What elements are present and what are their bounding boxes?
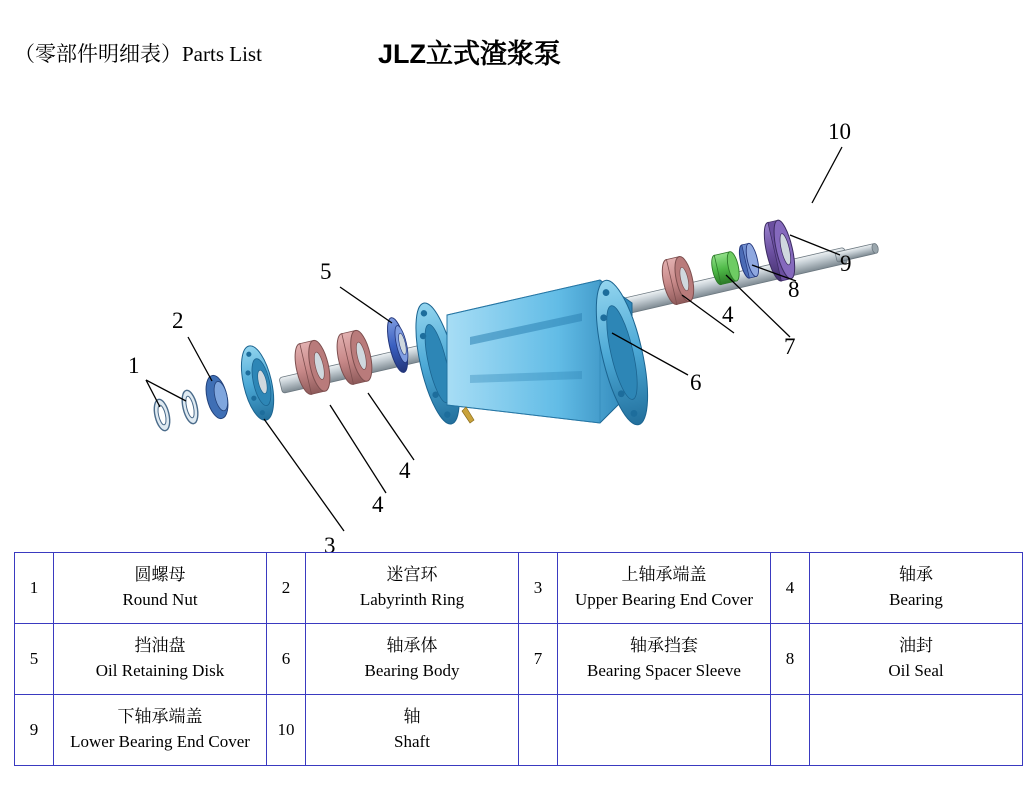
callout-4-left-upper: 4 (399, 458, 411, 483)
callout-4-left-lower: 4 (372, 492, 384, 517)
part-number-cell: 2 (267, 553, 306, 624)
part-name-cell (558, 624, 771, 695)
part-name-en: Upper Bearing End Cover (575, 590, 753, 609)
part-name-cell (54, 695, 267, 766)
part-number-cell: 5 (15, 624, 54, 695)
callout-6: 6 (690, 370, 702, 395)
part-name-cell-empty (558, 695, 771, 766)
part-number-cell-empty (519, 695, 558, 766)
part-name-cn: 挡油盘 (134, 636, 186, 656)
parts-list-title: （零部件明细表）Parts List (14, 42, 262, 66)
part-name-en: Labyrinth Ring (359, 590, 465, 609)
part-name-cell (306, 553, 519, 624)
part-number-cell: 4 (771, 553, 810, 624)
part-number-cell: 1 (15, 553, 54, 624)
bearing-body-part (407, 276, 658, 429)
part-name-cn: 圆螺母 (134, 565, 186, 585)
part-name-cell (810, 624, 1023, 695)
callout-2: 2 (172, 308, 184, 333)
part-name-en: Bearing Body (364, 661, 460, 680)
callout-3: 3 (324, 533, 336, 558)
part-name-cn: 轴承挡套 (630, 636, 698, 656)
part-name-cell (54, 624, 267, 695)
part-number-cell: 7 (519, 624, 558, 695)
parts-list-table (14, 552, 1023, 766)
part-name-en: Round Nut (122, 590, 198, 609)
part-name-en: Lower Bearing End Cover (70, 732, 250, 751)
part-number-cell: 3 (519, 553, 558, 624)
callout-8: 8 (788, 277, 800, 302)
part-name-cn: 轴承 (899, 565, 933, 585)
part-number-cell: 10 (267, 695, 306, 766)
part-number-cell: 9 (15, 695, 54, 766)
page-title: JLZ立式渣浆泵 (378, 39, 562, 69)
part-name-cell (558, 553, 771, 624)
callout-7: 7 (784, 334, 796, 359)
page-header (0, 20, 1035, 69)
callout-1: 1 (128, 353, 140, 378)
labyrinth-ring-part (202, 373, 231, 420)
part-name-cn: 油封 (899, 636, 933, 656)
callout-9: 9 (840, 251, 852, 276)
part-name-en: Oil Seal (888, 661, 944, 680)
part-name-cell (306, 624, 519, 695)
part-name-en: Oil Retaining Disk (95, 661, 225, 680)
table-row (15, 624, 1023, 695)
pump-assembly-diagram (0, 75, 1035, 558)
upper-bearing-end-cover-part (235, 343, 279, 423)
part-name-en: Bearing Spacer Sleeve (587, 661, 741, 680)
part-name-cn: 上轴承端盖 (621, 565, 707, 585)
table-row (15, 553, 1023, 624)
part-name-en: Shaft (394, 732, 430, 751)
part-name-en: Bearing (889, 590, 943, 609)
part-name-cell (54, 553, 267, 624)
callout-10: 10 (828, 119, 851, 144)
part-name-cell (810, 553, 1023, 624)
part-number-cell: 6 (267, 624, 306, 695)
callout-4-right: 4 (722, 302, 734, 327)
part-name-cell (306, 695, 519, 766)
part-number-cell-empty (771, 695, 810, 766)
table-row (15, 695, 1023, 766)
part-name-cell-empty (810, 695, 1023, 766)
part-name-cn: 轴承体 (386, 636, 438, 656)
part-number-cell: 8 (771, 624, 810, 695)
part-name-cn: 下轴承端盖 (117, 707, 203, 727)
callout-5: 5 (320, 259, 332, 284)
part-name-cn: 迷宫环 (386, 565, 438, 585)
part-name-cn: 轴 (403, 707, 421, 727)
